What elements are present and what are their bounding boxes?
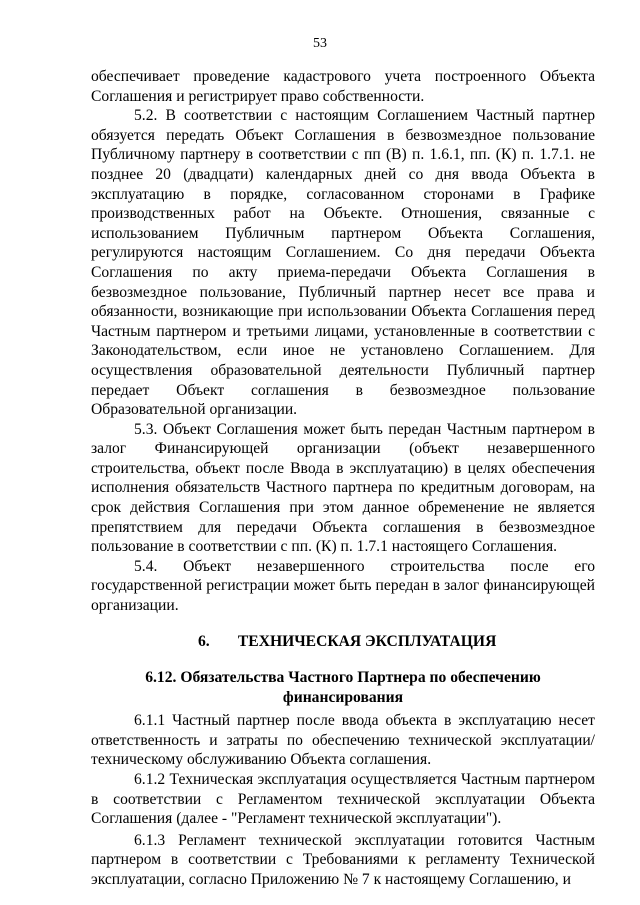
paragraph-6-1-3: 6.1.3 Регламент технической эксплуатации готовится Частным партнером в соответствии с Требованиями к регламенту Технической эксплуатации, согласно Приложению № 7 к настоящему Соглашению, и xyxy=(91,831,595,888)
section-title: ТЕХНИЧЕСКАЯ ЭКСПЛУАТАЦИЯ xyxy=(237,632,497,650)
document-body xyxy=(91,67,595,890)
page-number: 53 xyxy=(313,36,327,51)
section-heading xyxy=(91,632,595,652)
paragraph-6-1-2: 6.1.2 Техническая эксплуатация осуществляется Частным партнером в соответствии с Регламентом технической эксплуатации Объекта Соглашения (далее - "Регламент технической эксплуатации"). xyxy=(91,771,595,828)
section-number: 6. xyxy=(198,632,210,650)
subsection-title-line1: 6.12. Обязательства Частного Партнера по обеспечению xyxy=(145,669,541,687)
paragraph-continuation: обеспечивает проведение кадастрового учета построенного Объекта Соглашения и регистрирует право собственности. xyxy=(91,68,595,105)
paragraph-6-1-1: 6.1.1 Частный партнер после ввода объекта в эксплуатацию несет ответственность и затраты по обеспечению технической эксплуатации/техническому обслуживанию Объекта соглашения. xyxy=(91,712,595,769)
paragraph-5-3: 5.3. Объект Соглашения может быть передан Частным партнером в залог Финансирующей организации (объект незавершенного строительства, объект после Ввода в эксплуатацию) в целях обеспечения исполнения обязательств Частного партнера по кредитным договорам, на срок действия Соглашения при этом данное обременение не является препятствием для передачи Объекта соглашения в безвозмездное пользование в соответствии с пп. (К) п. 1.7.1 настоящего Соглашения. xyxy=(91,420,595,556)
paragraph-5-4: 5.4. Объект незавершенного строительства после его государственной регистрации может быть передан в залог финансирующей организации. xyxy=(91,557,595,615)
subsection-title-line2: финансирования xyxy=(282,689,404,707)
subsection-heading xyxy=(91,668,595,708)
paragraph-5-2: 5.2. В соответствии с настоящим Соглашением Частный партнер обязуется передать Объект Соглашения в безвозмездное пользование Публичному партнеру в соответствии с пп (В) п. 1.6.1, пп. (К) п. 1.7.1. не позднее 20 (двадцати) календарных дней со дня ввода Объекта в эксплуатацию в порядке, согласованном сторонами в Графике производственных работ на Объекте. Отношения, связанные с использованием Публичным партнером Объекта Соглашения, регулируются настоящим Соглашением. Со дня передачи Объекта Соглашения по акту приема-передачи Объекта Соглашения в безвозмездное пользование, Публичный партнер несет все права и обязанности, возникающие при использовании Объекта Соглашения перед Частным партнером и третьими лицами, установленные в соответствии с Законодательством, если иное не установлено Соглашением. Для осуществления образовательной деятельности Публичный партнер передает Объект соглашения в безвозмездное пользование Образовательной организации. xyxy=(91,107,595,419)
